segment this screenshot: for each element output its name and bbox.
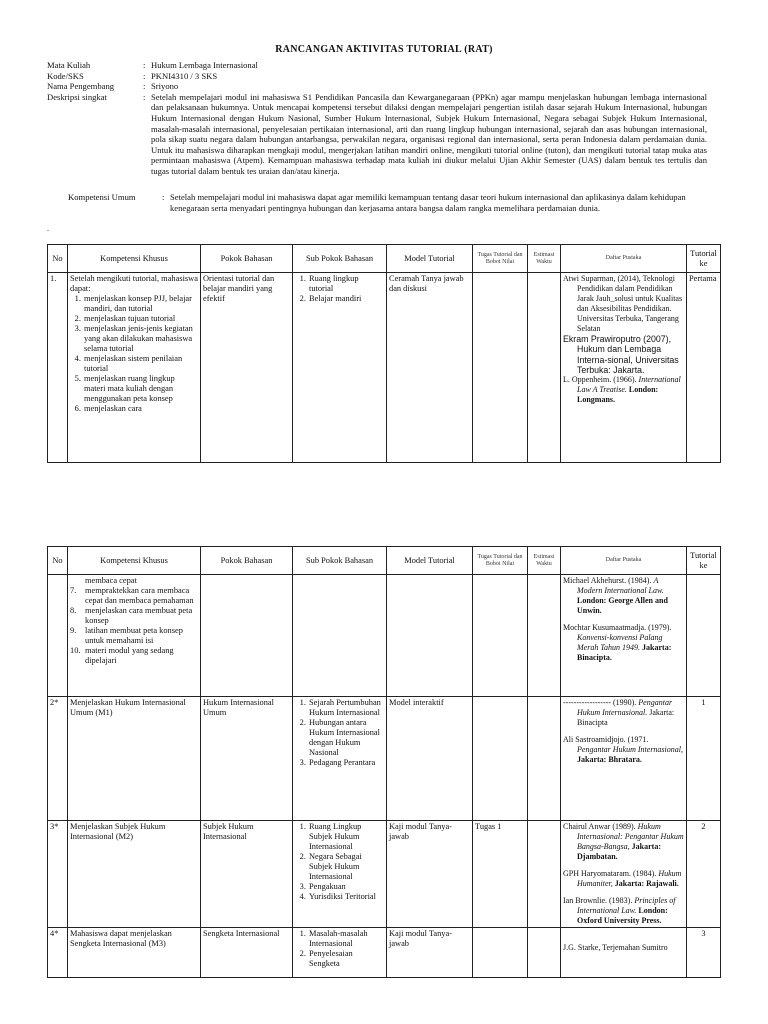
reference — [563, 576, 684, 616]
cell-model-tutorial: Ceramah Tanya jawab dan diskusi — [387, 273, 473, 463]
meta-value: PKNI4310 / 3 SKS — [151, 70, 218, 81]
list-num: 10. — [70, 646, 81, 655]
ref-author: Ali Sastroamidjojo. (1971. — [563, 735, 649, 744]
ref-author: Mochtar Kusumaatmadja. (1979). — [563, 623, 672, 632]
ref-title: International Law A Treatise. — [577, 375, 681, 395]
header-estimasi: Estimasi Waktu — [528, 547, 561, 575]
meta-row-mata-kuliah — [47, 60, 707, 71]
list-item: 1. Ruang Lingkup Subjek Hukum Internasional — [308, 822, 384, 852]
meta-colon: : — [143, 91, 146, 102]
header-pokok-bahasan: Pokok Bahasan — [201, 547, 293, 575]
list-item: 2. Belajar mandiri — [308, 294, 384, 304]
ref-title: Pengantar Hukum Internasional. — [577, 698, 673, 717]
reference — [563, 274, 684, 334]
cell-estimasi — [528, 697, 561, 821]
ref-publisher: Jakarta: Binacipta — [577, 708, 675, 727]
stray-dot: . — [47, 224, 49, 233]
cell-estimasi — [528, 575, 561, 697]
cell-tutorial-ke: 2 — [687, 821, 721, 928]
header-no: No — [48, 245, 68, 273]
reference — [563, 334, 684, 375]
cell-tugas: Tugas 1 — [473, 821, 528, 928]
list-item: 1. Ruang lingkup tutorial — [308, 274, 384, 294]
ref-title: A Modern International Law. — [577, 576, 664, 595]
meta-colon: : — [143, 70, 146, 81]
reference — [563, 943, 684, 953]
list-item: 2. Hubungan antara Hukum Internasional dengan Hukum Nasional — [308, 718, 384, 758]
header-estimasi: Estimasi Waktu — [528, 245, 561, 273]
header-pokok-bahasan: Pokok Bahasan — [201, 245, 293, 273]
cell-kompetensi-khusus: Menjelaskan Subjek Hukum Internasional (M2) — [68, 821, 201, 928]
cell-no: 1. — [48, 273, 68, 463]
cell-sub-pokok-bahasan — [293, 928, 387, 978]
ref-publisher: Jakarta: Bhratara. — [577, 755, 642, 764]
cell-tutorial-ke: 3 — [687, 928, 721, 978]
ref-publisher: Jakarta: Binacipta. — [577, 643, 672, 662]
list-item: 3. Pedagang Perantara — [308, 758, 384, 768]
cell-model-tutorial — [387, 575, 473, 697]
header-tugas: Tugas Tutorial dan Bobot Nilai — [473, 547, 528, 575]
course-metadata — [47, 60, 707, 177]
list-item: 5. menjelaskan ruang lingkup materi mata kuliah dengan menggunakan peta konsep — [83, 374, 198, 404]
ref-author: Ian Brownlie. (1983). — [563, 896, 633, 905]
meta-colon: : — [143, 81, 146, 92]
cell-daftar-pustaka — [561, 575, 687, 697]
ref-author: Ekram Prawiroputro (2007), — [563, 334, 672, 344]
cell-sub-pokok-bahasan — [293, 697, 387, 821]
kompetensi-umum-text: Setelah mempelajari modul ini mahasiswa dapat agar memiliki kemampuan tentang dasar teori hukum internasional dan aplikasinya dalam kehidupan kenegaraan serta menyadari pentingnya hubungan dan kerjasama antara bangsa dalam rangka memelihara perdamaian dunia. — [170, 192, 686, 213]
kompetensi-umum-label: Kompetensi Umum — [68, 192, 136, 202]
cell-tutorial-ke: 1 — [687, 697, 721, 821]
ref-author: ------------------ (1990). — [563, 698, 637, 707]
cell-daftar-pustaka — [561, 821, 687, 928]
cell-daftar-pustaka — [561, 273, 687, 463]
reference — [563, 375, 684, 405]
cell-tutorial-ke — [687, 575, 721, 697]
header-daftar-pustaka: Daftar Pustaka — [561, 245, 687, 273]
meta-row-deskripsi — [47, 92, 707, 177]
cell-estimasi — [528, 821, 561, 928]
meta-row-pengembang — [47, 81, 707, 92]
list-item: 4. menjelaskan sistem penilaian tutorial — [83, 354, 198, 374]
ref-publisher: Jakarta: Djambatan. — [577, 842, 661, 861]
cell-no: 4* — [48, 928, 68, 978]
ref-title: Teknologi Pendidikan dalam Pendidikan Jarak Jauh_solusi untuk Kualitas dan Aksesibilitas Pendidikan. Universitas Terbuka, Tangerang Selatan — [577, 274, 683, 333]
list-text: mempraktekkan cara membaca cepat dan membaca pemahaman — [85, 586, 194, 605]
ref-publisher: London: Longmans. — [577, 385, 659, 405]
cell-daftar-pustaka — [561, 697, 687, 821]
list-item: 4. Yurisdiksi Teritorial — [308, 892, 384, 902]
cell-estimasi — [528, 273, 561, 463]
cell-no: 3* — [48, 821, 68, 928]
cell-kompetensi-khusus: Menjelaskan Hukum Internasional Umum (M1) — [68, 697, 201, 821]
list-num: 8. — [70, 606, 77, 615]
list-item: 2. Penyelesaian Sengketa — [308, 949, 384, 969]
ref-author: J.G. Starke, Terjemahan Sumitro — [563, 943, 668, 952]
reference — [563, 896, 684, 926]
table-row — [48, 697, 721, 821]
meta-label: Nama Pengembang — [47, 81, 115, 92]
meta-colon: : — [143, 60, 146, 70]
header-tugas: Tugas Tutorial dan Bobot Nilai — [473, 245, 528, 273]
meta-row-kode-sks — [47, 71, 707, 82]
list-num: 9. — [70, 626, 77, 635]
cell-kompetensi-khusus — [68, 575, 201, 697]
cell-model-tutorial: Kaji modul Tanya-jawab — [387, 821, 473, 928]
header-no: No — [48, 547, 68, 575]
ref-author: Michael Akhehurst. (1984). — [563, 576, 652, 585]
kompetensi-umum-colon: : — [162, 192, 165, 202]
reference — [563, 869, 684, 889]
header-kompetensi-khusus: Kompetensi Khusus — [68, 245, 201, 273]
list-item — [70, 626, 198, 646]
ref-title: Principles of International Law. — [577, 896, 676, 915]
cell-pokok-bahasan: Hukum Internasional Umum — [201, 697, 293, 821]
reference — [563, 735, 684, 765]
cell-kompetensi-khusus: Mahasiswa dapat menjelaskan Sengketa Internasional (M3) — [68, 928, 201, 978]
rat-table-1 — [47, 244, 721, 463]
list-item: 2. Negara Sebagai Subjek Hukum Internasional — [308, 852, 384, 882]
ref-author: Atwi Suparman, (2014), — [563, 274, 641, 283]
ref-author: L. Oppenheim. (1966). — [563, 375, 637, 385]
meta-label: Deskripsi singkat — [47, 91, 107, 102]
cell-no — [48, 575, 68, 697]
header-sub-pokok-bahasan: Sub Pokok Bahasan — [293, 547, 387, 575]
list-item: 6. menjelaskan cara — [83, 404, 198, 414]
header-daftar-pustaka: Daftar Pustaka — [561, 547, 687, 575]
reference — [563, 698, 684, 728]
list-text: materi modul yang sedang dipelajari — [85, 646, 174, 665]
header-model-tutorial: Model Tutorial — [387, 245, 473, 273]
ref-publisher: London: Oxford University Press. — [577, 906, 668, 925]
header-model-tutorial: Model Tutorial — [387, 547, 473, 575]
cell-model-tutorial: Model interaktif — [387, 697, 473, 821]
cell-tugas — [473, 697, 528, 821]
cell-tugas — [473, 273, 528, 463]
list-item: 2. menjelaskan tujuan tutorial — [83, 314, 198, 324]
cell-tugas — [473, 575, 528, 697]
ref-publisher: Jakarta: Rajawali. — [614, 879, 679, 888]
ref-title: Hukum Humaniter, — [577, 869, 682, 888]
list-item: 1. menjelaskan konsep PJJ, belajar mandiri, dan tutorial — [83, 294, 198, 314]
list-item — [70, 646, 198, 666]
list-item — [70, 606, 198, 626]
ref-publisher: London: George Allen and Unwin. — [577, 596, 668, 615]
cell-pokok-bahasan: Sengketa Internasional — [201, 928, 293, 978]
ref-title: Konvensi-konvensi Palang Merah Tahun 1949. — [577, 633, 663, 652]
table-header-row — [48, 245, 721, 273]
table-row — [48, 928, 721, 978]
cell-model-tutorial: Kaji modul Tanya-jawab — [387, 928, 473, 978]
table-row — [48, 575, 721, 697]
kk-intro: Setelah mengikuti tutorial, mahasiswa dapat: — [70, 274, 198, 293]
table-row — [48, 821, 721, 928]
ref-title: Pengantar Hukum Internasional, — [577, 745, 683, 754]
cell-kompetensi-khusus — [68, 273, 201, 463]
table-header-row — [48, 547, 721, 575]
cell-daftar-pustaka — [561, 928, 687, 978]
header-tutorial-ke: Tutorial ke — [687, 245, 721, 273]
reference — [563, 822, 684, 862]
page-title: RANCANGAN AKTIVITAS TUTORIAL (RAT) — [275, 44, 493, 55]
cell-pokok-bahasan: Subjek Hukum Internasional — [201, 821, 293, 928]
list-text: menjelaskan cara membuat peta konsep — [85, 606, 193, 625]
cell-sub-pokok-bahasan — [293, 821, 387, 928]
list-item — [70, 586, 198, 606]
kk-continuation: membaca cepat — [85, 576, 137, 585]
ref-author: GPH Haryomataram. (1984). — [563, 869, 657, 878]
cell-estimasi — [528, 928, 561, 978]
list-item: 1. Masalah-masalah Internasional — [308, 929, 384, 949]
ref-author: Chairul Anwar (1989). — [563, 822, 636, 831]
list-item: 3. menjelaskan jenis-jenis kegiatan yang akan dilakukan mahasiswa selama tutorial — [83, 324, 198, 354]
kompetensi-umum — [68, 192, 708, 213]
cell-tugas — [473, 928, 528, 978]
rat-table-2 — [47, 546, 721, 978]
meta-label: Kode/SKS — [47, 70, 84, 81]
cell-no: 2* — [48, 697, 68, 821]
meta-label: Mata Kuliah — [47, 60, 91, 70]
meta-value: Setelah mempelajari modul ini mahasiswa S1 Pendidikan Pancasila dan Kewarganegaraan (PPKn) agar mampu menjelaskan hubungan lembaga internasional dan pelaksanaan hukumnya. Untuk mencapai kompetensi tersebut dilaksi dengan mempelajari pengertian istilah dasar sejarah Hukum Internasional, hubungan Hukum Internasional dengan Hukum Nasional, Sumber Hukum Internasional, Subjek Hukum Internasional, Negara sebagai Subjek Hukum Internasional, masalah-masalah internasional, penyelesaian pertikaian internasional, arti dan ruang lingkup hubungan internasional, sejarah dan asas hubungan internasional, pola sikap suatu negara dalam hubungan antarbangsa, perwakilan negara, organisasi regional dan internasional, serta peran Indonesia dalam perdamaian dunia. Untuk itu mahasiswa diharapkan mengkaji modul, mengerjakan latihan mandiri online, mengikuti tutorial online (tuton), dan mengikuti tutorial tatap muka atas permintaan mahasiswa (Atpem). Kemampuan mahasiswa terhadap mata kuliah ini diukur melalui Ujian Akhir Semester (UAS) dalam bentuk tes tertulis dan tugas tutorial dalam bentuk tes uraian dan/atau kinerja. — [151, 91, 707, 176]
meta-value: Sriyono — [151, 81, 179, 92]
list-text: latihan membuat peta konsep untuk memahami isi — [85, 626, 183, 645]
cell-sub-pokok-bahasan — [293, 575, 387, 697]
cell-tutorial-ke: Pertama — [687, 273, 721, 463]
header-kompetensi-khusus: Kompetensi Khusus — [68, 547, 201, 575]
reference — [563, 623, 684, 663]
table-row — [48, 273, 721, 463]
list-item: 1. Sejarah Pertumbuhan Hukum Internasional — [308, 698, 384, 718]
list-item: 3. Pengakuan — [308, 882, 384, 892]
cell-sub-pokok-bahasan — [293, 273, 387, 463]
header-tutorial-ke: Tutorial ke — [687, 547, 721, 575]
cell-pokok-bahasan — [201, 575, 293, 697]
list-num: 7. — [70, 586, 77, 595]
meta-value: Hukum Lembaga Internasional — [151, 60, 258, 70]
header-sub-pokok-bahasan: Sub Pokok Bahasan — [293, 245, 387, 273]
ref-title: Hukum dan Lembaga Interna-sional, Universitas Terbuka: Jakarta. — [577, 344, 679, 375]
cell-pokok-bahasan: Orientasi tutorial dan belajar mandiri yang efektif — [201, 273, 293, 463]
ref-title: Hukum Internasional: Pengantar Hukum Bangsa-Bangsa, — [577, 822, 684, 851]
